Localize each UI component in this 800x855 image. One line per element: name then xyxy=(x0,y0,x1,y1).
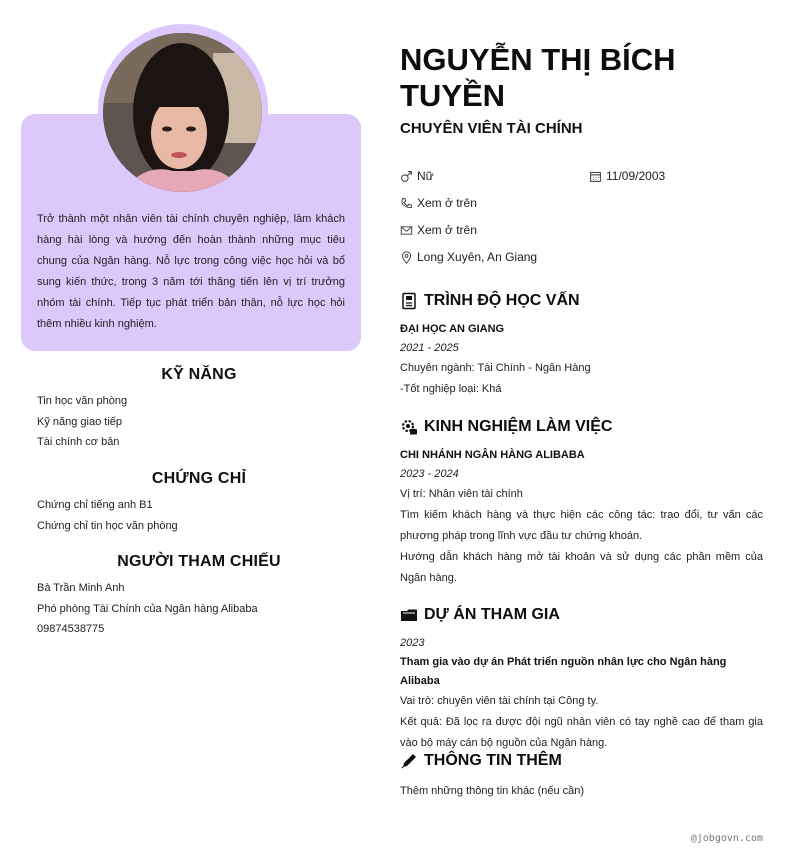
projects-heading xyxy=(400,606,560,624)
address-info xyxy=(400,249,537,265)
reference-item: 09874538775 xyxy=(37,623,105,635)
certificate-item: Chứng chỉ tiếng anh B1 xyxy=(37,499,153,511)
career-objective: Trở thành một nhân viên tài chính chuyên nghiệp, làm khách hàng hài lòng và hướng đến hoàn thành những mục tiêu chung của Ngân hàng. Nỗ lực trong công việc học hỏi và bổ sung kiến thức, trong 3 năm tới thăng tiến lên vị trí trưởng nhóm tài chính. Tiếp tục phát triển bản thân, nỗ lực học hỏi thêm nhiều kinh nghiệm. xyxy=(37,213,345,330)
calendar-icon xyxy=(589,170,602,183)
project-entry xyxy=(400,634,763,754)
certificates-section xyxy=(37,470,361,536)
certificate-item: Chứng chỉ tin học văn phòng xyxy=(37,519,178,532)
skills-section xyxy=(37,366,361,453)
experience-gear-icon xyxy=(400,418,418,436)
education-heading-label: TRÌNH ĐỘ HỌC VẤN xyxy=(424,292,580,309)
project-period: 2023 xyxy=(400,637,425,649)
phone-icon xyxy=(400,197,413,210)
avatar xyxy=(103,33,262,192)
email-info xyxy=(400,222,477,238)
address-value: Long Xuyên, An Giang xyxy=(417,250,538,264)
reference-item: Bà Trần Minh Anh xyxy=(37,582,125,594)
projects-heading-label: DỰ ÁN THAM GIA xyxy=(424,606,560,623)
phone-info xyxy=(400,195,477,211)
education-detail: -Tốt nghiệp loại: Khá xyxy=(400,383,502,395)
location-pin-icon xyxy=(400,251,413,264)
education-heading xyxy=(400,292,580,310)
project-detail: Vai trò: chuyên viên tài chính tại Công ty. xyxy=(400,695,599,707)
gender-info xyxy=(400,168,434,184)
gender-icon xyxy=(400,170,413,183)
skill-item: Tài chính cơ bản xyxy=(37,436,120,448)
email-value: Xem ở trên xyxy=(417,223,477,237)
birthdate-info xyxy=(589,168,665,184)
gender-value: Nữ xyxy=(417,169,434,183)
education-detail: Chuyên ngành: Tài Chính - Ngân Hàng xyxy=(400,362,591,374)
watermark: @jobgovn.com xyxy=(690,833,763,844)
education-entry xyxy=(400,320,763,400)
birthdate-value: 11/09/2003 xyxy=(606,169,666,183)
experience-detail: Hướng dẫn khách hàng mở tài khoản và sử dụng các phần mềm của Ngân hàng. xyxy=(400,551,763,584)
experience-period: 2023 - 2024 xyxy=(400,468,459,480)
references-heading: NGƯỜI THAM CHIẾU xyxy=(117,553,281,570)
education-icon xyxy=(400,292,418,310)
project-detail: Kết quả: Đã lọc ra được đội ngũ nhân viên có tay nghề cao để tham gia vào bộ máy cán bộ nguồn của Ngân hàng. xyxy=(400,716,763,749)
avatar-photo xyxy=(103,33,262,192)
reference-item: Phó phòng Tài Chính của Ngân hàng Alibaba xyxy=(37,602,258,615)
email-icon xyxy=(400,224,413,237)
company-name: CHI NHÁNH NGÂN HÀNG ALIBABA xyxy=(400,449,585,461)
pencil-icon xyxy=(400,752,418,770)
school-name: ĐẠI HỌC AN GIANG xyxy=(400,323,505,335)
references-section xyxy=(37,553,361,640)
extra-text: Thêm những thông tin khác (nếu cần) xyxy=(400,785,585,797)
extra-heading-label: THÔNG TIN THÊM xyxy=(424,752,562,769)
experience-detail: Tìm kiếm khách hàng và thực hiện các công tác: trao đổi, tư vấn các phương pháp trong lĩnh vực đầu tư chứng khoán. xyxy=(400,509,763,542)
skills-heading: KỸ NĂNG xyxy=(161,366,237,383)
skill-item: Tin học văn phòng xyxy=(37,395,128,407)
experience-detail: Vị trí: Nhân viên tài chính xyxy=(400,488,523,500)
project-folder-icon xyxy=(400,606,418,624)
experience-entry xyxy=(400,446,763,589)
education-period: 2021 - 2025 xyxy=(400,342,459,354)
project-title: Tham gia vào dự án Phát triển nguồn nhân lực cho Ngân hàng Alibaba xyxy=(400,656,727,687)
skill-item: Kỹ năng giao tiếp xyxy=(37,415,123,428)
extra-heading xyxy=(400,752,562,770)
candidate-name: NGUYỄN THỊ BÍCH TUYỀN xyxy=(400,42,676,113)
experience-heading xyxy=(400,418,612,436)
experience-heading-label: KINH NGHIỆM LÀM VIỆC xyxy=(424,418,613,435)
job-title: CHUYÊN VIÊN TÀI CHÍNH xyxy=(400,120,583,137)
extra-entry xyxy=(400,781,763,802)
certificates-heading: CHỨNG CHỈ xyxy=(151,470,247,487)
phone-value: Xem ở trên xyxy=(417,196,477,210)
